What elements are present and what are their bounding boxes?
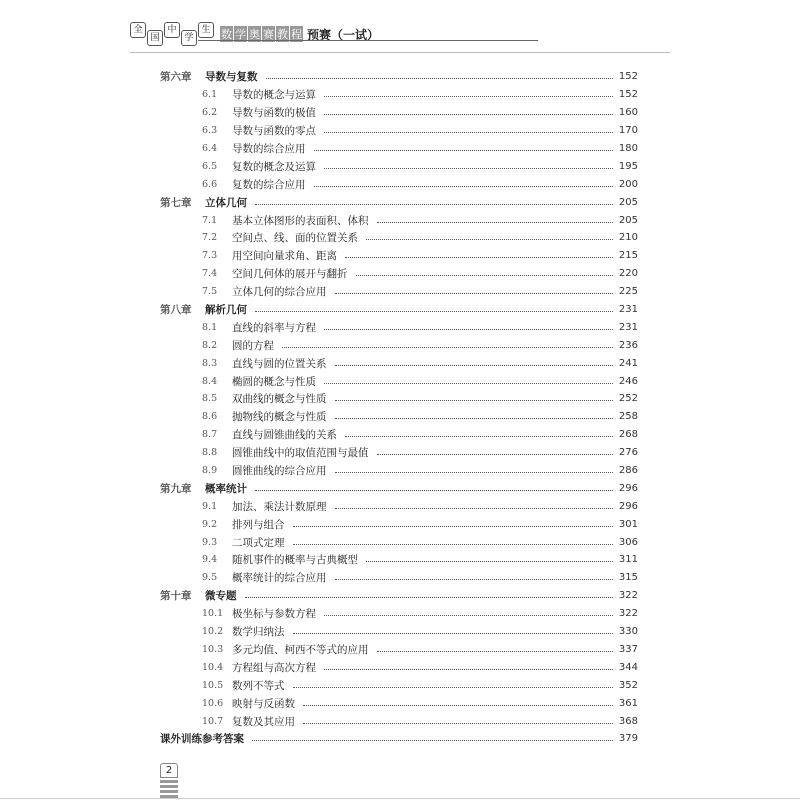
book-title-char: 学 (235, 28, 246, 41)
entry-page: 322 (618, 590, 638, 602)
dot-leader (366, 561, 613, 562)
entry-number: 8.3 (202, 357, 218, 369)
entry-number: 6.2 (202, 107, 218, 119)
entry-page: 258 (618, 411, 638, 423)
dot-leader (335, 400, 613, 401)
dot-leader (282, 347, 613, 348)
entry-page: 286 (618, 465, 638, 477)
entry-page: 215 (618, 250, 638, 262)
logo-char: 中 (164, 22, 180, 38)
entry-number: 8.1 (202, 321, 218, 333)
book-title-char: 奥 (249, 28, 260, 41)
entry-number: 10.1 (202, 608, 224, 620)
entry-page: 252 (618, 393, 638, 405)
entry-title: 课外训练参考答案 (160, 733, 244, 746)
entry-page: 352 (618, 679, 638, 691)
entry-page: 301 (618, 518, 638, 530)
entry-title: 复数的概念及运算 (232, 160, 316, 173)
entry-title: 空间点、线、面的位置关系 (232, 232, 358, 245)
entry-page: 241 (618, 357, 638, 369)
entry-title: 概率统计 (205, 482, 247, 495)
entry-page: 268 (618, 429, 638, 441)
entry-number: 8.9 (202, 465, 218, 477)
entry-number: 10.2 (202, 626, 224, 638)
entry-title: 双曲线的概念与性质 (232, 393, 327, 406)
entry-page: 276 (618, 447, 638, 459)
toc-section-entry (160, 605, 638, 623)
entry-number: 9.1 (202, 500, 218, 512)
dot-leader (255, 490, 613, 491)
toc-section-entry (160, 426, 638, 444)
toc-section-entry (160, 658, 638, 676)
entry-number: 第七章 (160, 196, 192, 209)
entry-title: 解析几何 (205, 304, 247, 317)
toc-section-entry (160, 444, 638, 462)
entry-number: 第九章 (160, 482, 192, 495)
entry-title: 立体几何的综合应用 (232, 286, 327, 299)
toc-section-entry (160, 641, 638, 659)
toc-section-entry (160, 86, 638, 104)
entry-page: 296 (618, 500, 638, 512)
toc-section-entry (160, 462, 638, 480)
entry-page: 246 (618, 375, 638, 387)
entry-title: 随机事件的概率与古典概型 (232, 554, 358, 567)
entry-title: 椭圆的概念与性质 (232, 375, 316, 388)
entry-title: 方程组与高次方程 (232, 661, 316, 674)
dot-leader (252, 740, 613, 741)
entry-number: 10.5 (202, 679, 224, 691)
entry-number: 6.5 (202, 160, 218, 172)
toc-section-entry (160, 623, 638, 641)
toc-chapter-entry (160, 68, 638, 86)
entry-number: 10.4 (202, 661, 224, 673)
logo-char: 学 (181, 30, 197, 46)
logo-char: 生 (198, 22, 214, 38)
entry-page: 315 (618, 572, 638, 584)
entry-page: 205 (618, 214, 638, 226)
dot-leader (324, 96, 613, 97)
book-title-char: 程 (291, 28, 302, 41)
dot-leader (324, 615, 613, 616)
entry-number: 6.4 (202, 143, 218, 154)
entry-page: 210 (618, 232, 638, 244)
dot-leader (324, 669, 613, 670)
entry-title: 圆锥曲线中的取值范围与最值 (232, 447, 369, 460)
toc-section-entry (160, 497, 638, 515)
toc-section-entry (160, 336, 638, 354)
toc-chapter-entry (160, 301, 638, 319)
entry-number: 6.1 (202, 89, 218, 101)
book-title-char: 赛 (263, 28, 274, 41)
dot-leader (377, 651, 613, 652)
page-header (130, 22, 379, 46)
header-underline (198, 40, 538, 41)
dot-leader (335, 508, 613, 509)
page-number-tab (160, 763, 178, 798)
entry-title: 微专题 (205, 590, 237, 603)
entry-page: 160 (618, 107, 638, 119)
toc-section-entry (160, 283, 638, 301)
entry-number: 8.8 (202, 447, 218, 459)
entry-title: 基本立体图形的表面积、体积 (232, 214, 369, 227)
dot-leader (293, 544, 613, 545)
dot-leader (335, 418, 613, 419)
dot-leader (366, 239, 613, 240)
entry-page: 152 (618, 71, 638, 83)
entry-title: 复数的综合应用 (232, 178, 306, 191)
entry-page: 195 (618, 160, 638, 172)
dot-leader (303, 723, 613, 724)
dot-leader (377, 454, 613, 455)
entry-title: 概率统计的综合应用 (232, 572, 327, 585)
entry-number: 7.2 (202, 232, 218, 244)
toc-section-entry (160, 211, 638, 229)
toc-section-entry (160, 569, 638, 587)
toc-chapter-entry (160, 730, 638, 748)
entry-title: 圆锥曲线的综合应用 (232, 465, 327, 478)
entry-number: 6.3 (202, 125, 218, 137)
entry-title: 抛物线的概念与性质 (232, 411, 327, 424)
toc-section-entry (160, 140, 638, 158)
toc-section-entry (160, 265, 638, 283)
dot-leader (293, 526, 613, 527)
header-rule (130, 52, 670, 53)
dot-leader (324, 114, 613, 115)
entry-number: 10.3 (202, 643, 224, 655)
entry-page: 296 (618, 482, 638, 494)
entry-title: 加法、乘法计数原理 (232, 500, 327, 513)
entry-page: 205 (618, 196, 638, 208)
entry-title: 映射与反函数 (232, 697, 295, 710)
dot-leader (324, 168, 613, 169)
entry-title: 圆的方程 (232, 339, 274, 352)
entry-title: 立体几何 (205, 196, 247, 209)
dot-leader (345, 436, 613, 437)
dot-leader (314, 150, 613, 151)
entry-page: 337 (618, 643, 638, 655)
entry-number: 8.6 (202, 411, 218, 423)
entry-title: 导数的概念与运算 (232, 89, 316, 102)
toc-section-entry (160, 354, 638, 372)
entry-title: 用空间向量求角、距离 (232, 250, 337, 263)
entry-page: 152 (618, 89, 638, 101)
entry-number: 7.5 (202, 286, 218, 298)
toc-section-entry (160, 247, 638, 265)
book-subtitle: 预赛（一试） (307, 27, 380, 42)
dot-leader (255, 204, 613, 205)
dot-leader (293, 633, 613, 634)
dot-leader (324, 329, 613, 330)
entry-page: 231 (618, 321, 638, 333)
logo-char: 国 (147, 30, 163, 46)
entry-page: 236 (618, 339, 638, 351)
toc-section-entry (160, 175, 638, 193)
entry-page: 200 (618, 178, 638, 190)
entry-number: 7.4 (202, 268, 218, 280)
dot-leader (245, 597, 613, 598)
entry-number: 8.2 (202, 339, 218, 351)
series-logo (130, 22, 214, 46)
entry-title: 数学归纳法 (232, 626, 285, 639)
entry-page: 220 (618, 268, 638, 280)
dot-leader (293, 687, 613, 688)
entry-page: 322 (618, 608, 638, 620)
entry-title: 直线的斜率与方程 (232, 321, 316, 334)
dot-leader (335, 579, 613, 580)
page-number: 2 (160, 763, 178, 778)
entry-page: 379 (618, 733, 638, 745)
book-title-char: 数 (221, 28, 232, 41)
entry-page: 231 (618, 304, 638, 316)
dot-leader (314, 186, 613, 187)
entry-number: 8.4 (202, 375, 218, 387)
bottom-rule (0, 798, 800, 799)
dot-leader (324, 132, 613, 133)
entry-page: 330 (618, 626, 638, 638)
dot-leader (303, 705, 613, 706)
entry-number: 8.7 (202, 429, 218, 441)
entry-page: 361 (618, 697, 638, 709)
entry-title: 直线与圆锥曲线的关系 (232, 429, 337, 442)
entry-number: 10.7 (202, 715, 224, 727)
entry-number: 9.2 (202, 518, 218, 530)
entry-title: 导数与函数的零点 (232, 125, 316, 138)
entry-number: 9.4 (202, 554, 218, 566)
entry-number: 9.3 (202, 536, 218, 548)
entry-number: 10.6 (202, 697, 224, 709)
entry-title: 导数与复数 (205, 71, 258, 84)
entry-title: 空间几何体的展开与翻折 (232, 268, 348, 281)
toc-section-entry (160, 515, 638, 533)
entry-page: 180 (618, 143, 638, 154)
entry-page: 311 (618, 554, 638, 566)
toc-section-entry (160, 676, 638, 694)
toc-section-entry (160, 157, 638, 175)
entry-number: 9.5 (202, 572, 218, 584)
toc-section-entry (160, 372, 638, 390)
entry-title: 导数与函数的极值 (232, 107, 316, 120)
entry-page: 306 (618, 536, 638, 548)
toc-section-entry (160, 229, 638, 247)
entry-page: 170 (618, 125, 638, 137)
toc-section-entry (160, 694, 638, 712)
dot-leader (255, 311, 613, 312)
entry-number: 7.3 (202, 250, 218, 262)
entry-title: 极坐标与参数方程 (232, 608, 316, 621)
dot-leader (377, 222, 613, 223)
entry-number: 6.6 (202, 178, 218, 190)
toc-chapter-entry (160, 479, 638, 497)
table-of-contents (160, 68, 638, 748)
entry-title: 排列与组合 (232, 518, 285, 531)
dot-leader (335, 365, 613, 366)
dot-leader (335, 293, 613, 294)
entry-number: 8.5 (202, 393, 218, 405)
toc-section-entry (160, 318, 638, 336)
dot-leader (266, 78, 613, 79)
toc-section-entry (160, 533, 638, 551)
entry-page: 368 (618, 715, 638, 727)
dot-leader (335, 472, 613, 473)
toc-chapter-entry (160, 193, 638, 211)
entry-number: 第六章 (160, 71, 192, 84)
toc-section-entry (160, 104, 638, 122)
entry-title: 数列不等式 (232, 679, 285, 692)
entry-title: 多元均值、柯西不等式的应用 (232, 643, 369, 656)
toc-section-entry (160, 408, 638, 426)
toc-section-entry (160, 551, 638, 569)
entry-title: 二项式定理 (232, 536, 285, 549)
toc-section-entry (160, 712, 638, 730)
book-title-char: 教 (277, 28, 288, 41)
dot-leader (345, 257, 613, 258)
dot-leader (324, 383, 613, 384)
toc-section-entry (160, 122, 638, 140)
entry-number: 第十章 (160, 590, 192, 603)
entry-number: 7.1 (202, 214, 218, 226)
toc-section-entry (160, 390, 638, 408)
entry-title: 直线与圆的位置关系 (232, 357, 327, 370)
entry-page: 225 (618, 286, 638, 298)
toc-chapter-entry (160, 587, 638, 605)
logo-char: 全 (130, 22, 146, 38)
entry-page: 344 (618, 661, 638, 673)
entry-title: 复数及其应用 (232, 715, 295, 728)
dot-leader (356, 275, 613, 276)
entry-number: 第八章 (160, 304, 192, 317)
entry-title: 导数的综合应用 (232, 143, 306, 155)
